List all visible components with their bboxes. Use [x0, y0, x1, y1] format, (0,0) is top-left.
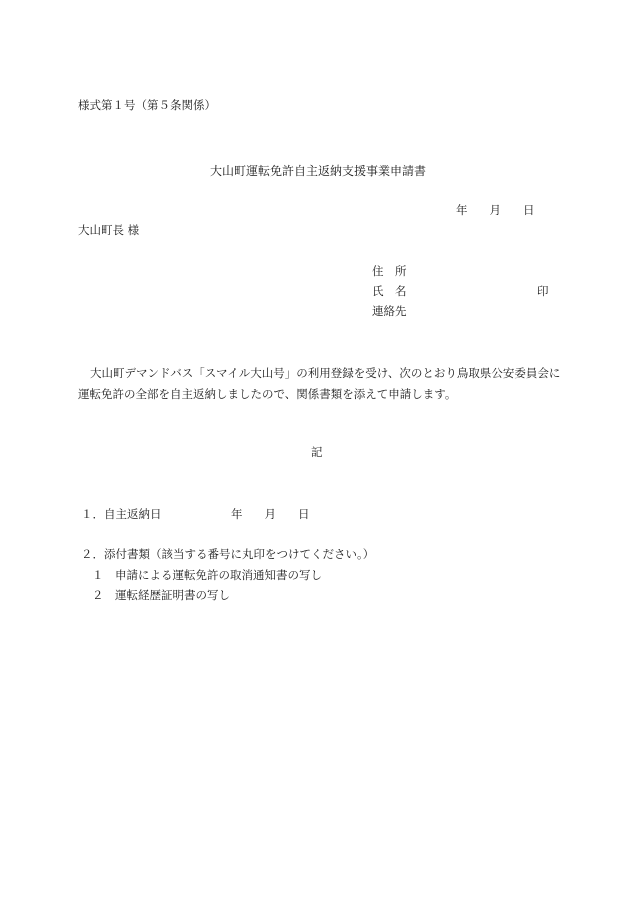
- return-day-label: 日: [298, 507, 310, 521]
- application-body-text: 大山町デマンドバス「スマイル大山号」の利用登録を受け、次のとおり鳥取県公安委員会に運転免許の全部を自主返納しましたので、関係書類を添えて申請します。: [78, 366, 561, 401]
- attachment-item: １ 申請による運転免許の取消通知書の写し: [92, 568, 322, 582]
- item2-attachments-label: ２．添付書類（該当する番号に丸印をつけてください。）: [81, 547, 375, 561]
- return-month-label: 月: [264, 507, 276, 521]
- item1-return-date-fields: [231, 509, 310, 521]
- document-title: 大山町運転免許自主返納支援事業申請書: [210, 164, 427, 178]
- ki-heading: 記: [311, 445, 323, 459]
- date-month-label: 月: [489, 203, 501, 217]
- form-number: 様式第１号（第５条関係）: [78, 98, 216, 112]
- return-year-label: 年: [231, 507, 243, 521]
- item1-return-date-label: １．自主返納日: [81, 507, 162, 521]
- addressee: 大山町長 様: [78, 223, 140, 237]
- attachment-item: ２ 運転経歴証明書の写し: [92, 588, 230, 602]
- applicant-contact-label: 連絡先: [372, 304, 407, 318]
- application-date-line: [456, 205, 535, 217]
- date-year-label: 年: [456, 203, 468, 217]
- date-day-label: 日: [523, 203, 535, 217]
- applicant-name-label: 氏 名: [372, 284, 407, 298]
- applicant-address-label: 住 所: [372, 264, 407, 278]
- seal-mark: 印: [537, 284, 549, 298]
